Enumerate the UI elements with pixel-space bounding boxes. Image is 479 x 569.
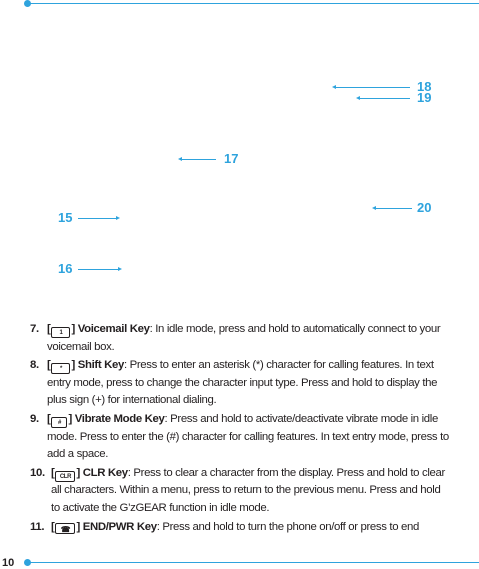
vibrate-mode-key-icon: # — [51, 417, 67, 428]
top-rule — [28, 3, 479, 4]
key-name: Voicemail Key — [77, 323, 150, 335]
key-description: : In idle mode, press and hold to automatically connect to your voicemail box. — [47, 323, 441, 353]
callout-19 — [356, 90, 432, 105]
key-name: CLR Key — [82, 466, 128, 479]
clr-key-icon: CLR — [55, 471, 75, 482]
key-name: Shift Key — [77, 359, 124, 372]
key-description: : Press to clear a character from the display. Press and hold to clear all characters. Within a menu, press to return to the previous menu. Press and hold to activate the G’zGEAR function in idle mode. — [51, 466, 445, 514]
callout-label: 17 — [224, 151, 239, 166]
bottom-rule — [28, 562, 479, 563]
item-number: 10. — [30, 466, 45, 479]
shift-key-icon: * — [51, 363, 70, 374]
key-descriptions — [30, 321, 450, 537]
key-item-10: 10. [ CLR ] CLR Key: Press to clear a character from the display. Press and hold to clear all characters. Within a menu, press to return to the previous menu. Press and hold to activate the G’zGEAR function in idle mode. — [30, 466, 445, 514]
key-name: Vibrate Mode Key — [74, 412, 165, 425]
key-description: : Press and hold to turn the phone on/off or press to end — [156, 520, 419, 533]
key-item-11: 11. [ ☎ ] END/PWR Key: Press and hold to turn the phone on/off or press to end — [30, 519, 450, 537]
key-item-7: 7. [ 1 ] Voicemail Key: In idle mode, press and hold to automatically connect to your voicemail box. — [30, 323, 441, 353]
callout-label: 16 — [58, 261, 73, 276]
key-item-9: 9. [ # ] Vibrate Mode Key: Press and hold to activate/deactivate vibrate mode in idle mode. Press to enter the (#) character for calling features. In text entry mode, press to add a space. — [30, 412, 449, 461]
voicemail-key-icon: 1 — [51, 327, 70, 338]
item-number: 8. — [30, 359, 39, 372]
item-number: 7. — [30, 323, 39, 335]
callout-label: 19 — [417, 90, 432, 105]
callout-15 — [58, 210, 122, 225]
end-pwr-key-icon: ☎ — [55, 523, 75, 534]
key-name: END/PWR Key — [82, 520, 157, 533]
key-description: : Press and hold to activate/deactivate vibrate mode in idle mode. Press to enter the (#) character for calling features. In text entry mode, press to add a space. — [47, 412, 449, 461]
callout-label: 15 — [58, 210, 73, 225]
item-number: 11. — [30, 520, 45, 533]
key-item-8: 8. [ * ] Shift Key: Press to enter an asterisk (*) character for calling features. In text entry mode, press to change the character input type. Press and hold to display the plus sign (+) for international dialing. — [30, 359, 438, 407]
top-rule-dot — [24, 0, 31, 7]
callout-20 — [372, 200, 432, 215]
bottom-rule-dot — [24, 559, 31, 566]
callout-17 — [178, 151, 248, 166]
callout-label: 18 — [417, 79, 432, 94]
callout-16 — [58, 261, 124, 276]
callout-label: 20 — [417, 200, 432, 215]
page-number: 10 — [2, 557, 15, 569]
key-description: : Press to enter an asterisk (*) character for calling features. In text entry mode, press to change the character input type. Press and hold to display the plus sign (+) for international dialing. — [47, 359, 438, 407]
item-number: 9. — [30, 412, 39, 425]
